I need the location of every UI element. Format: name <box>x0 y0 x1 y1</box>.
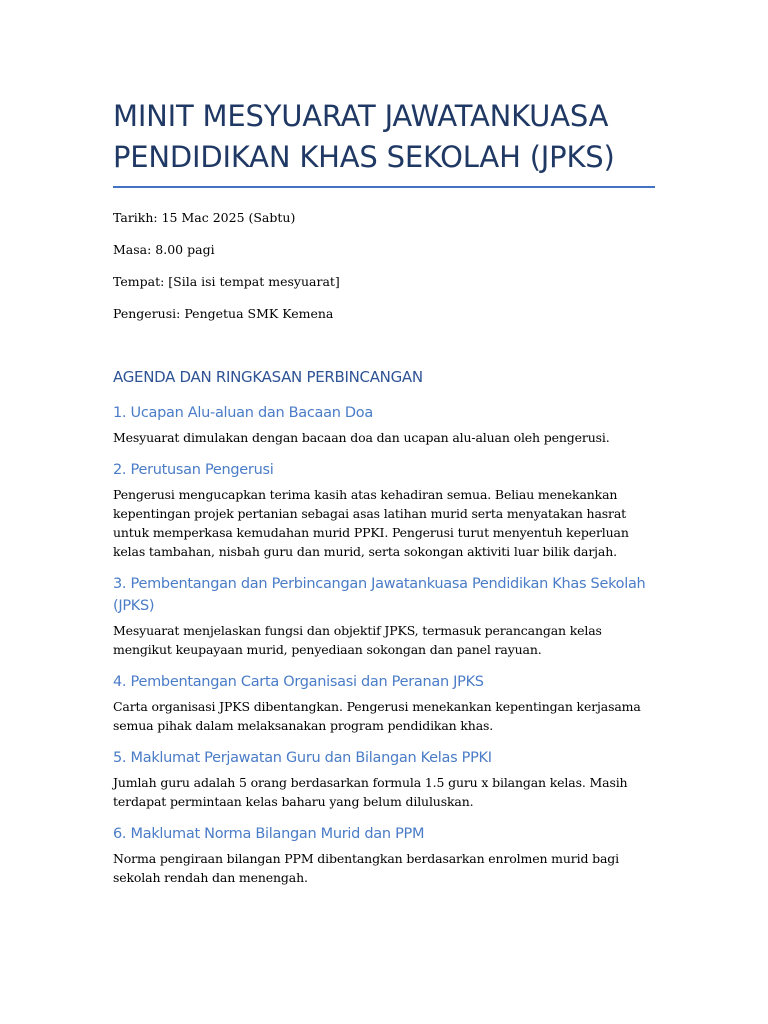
document-page <box>113 96 655 899</box>
agenda-item-heading: 5. Maklumat Perjawatan Guru dan Bilangan Kelas PPKI <box>113 750 492 766</box>
agenda-item-body: Carta organisasi JPKS dibentangkan. Pengerusi menekankan kepentingan kerjasama semua pihak dalam melaksanakan program pendidikan khas. <box>113 699 641 733</box>
agenda-item-body: Mesyuarat dimulakan dengan bacaan doa dan ucapan alu-aluan oleh pengerusi. <box>113 430 610 445</box>
meta-masa: Masa: 8.00 pagi <box>113 242 215 257</box>
agenda-item-heading: 2. Perutusan Pengerusi <box>113 462 274 478</box>
agenda-item-body: Pengerusi mengucapkan terima kasih atas kehadiran semua. Beliau menekankan kepentingan projek pertanian sebagai asas latihan murid serta menyatakan hasrat untuk memperkasa kemudahan murid PPKI. Pengerusi turut menyentuh keperluan kelas tambahan, nisbah guru dan murid, serta sokongan aktiviti luar bilik darjah. <box>113 487 629 559</box>
agenda-item <box>113 671 655 735</box>
agenda-item-body: Jumlah guru adalah 5 orang berdasarkan formula 1.5 guru x bilangan kelas. Masih terdapat permintaan kelas baharu yang belum diluluskan. <box>113 775 628 809</box>
agenda-item-heading: 6. Maklumat Norma Bilangan Murid dan PPM <box>113 826 425 842</box>
document-title <box>113 96 655 178</box>
title-underline-rule <box>113 186 655 188</box>
agenda-item-heading: 1. Ucapan Alu-aluan dan Bacaan Doa <box>113 405 373 421</box>
meta-tempat: Tempat: [Sila isi tempat mesyuarat] <box>113 274 340 289</box>
title-line-1: MINIT MESYUARAT JAWATANKUASA <box>113 99 609 133</box>
agenda-list <box>113 402 655 887</box>
agenda-section-heading: AGENDA DAN RINGKASAN PERBINCANGAN <box>113 368 423 386</box>
title-line-2: PENDIDIKAN KHAS SEKOLAH (JPKS) <box>113 140 615 174</box>
agenda-item-body: Norma pengiraan bilangan PPM dibentangkan berdasarkan enrolmen murid bagi sekolah rendah dan menengah. <box>113 851 619 885</box>
agenda-item <box>113 823 655 887</box>
agenda-item-heading: 3. Pembentangan dan Perbincangan Jawatankuasa Pendidikan Khas Sekolah (JPKS) <box>113 576 646 614</box>
agenda-item <box>113 573 655 659</box>
agenda-item <box>113 402 655 447</box>
meeting-meta <box>113 210 655 321</box>
agenda-item <box>113 459 655 561</box>
agenda-item <box>113 747 655 811</box>
meta-pengerusi: Pengerusi: Pengetua SMK Kemena <box>113 306 334 321</box>
agenda-item-body: Mesyuarat menjelaskan fungsi dan objektif JPKS, termasuk perancangan kelas mengikut keupayaan murid, penyediaan sokongan dan panel rayuan. <box>113 623 602 657</box>
meta-tarikh: Tarikh: 15 Mac 2025 (Sabtu) <box>113 210 296 225</box>
agenda-item-heading: 4. Pembentangan Carta Organisasi dan Peranan JPKS <box>113 674 484 690</box>
